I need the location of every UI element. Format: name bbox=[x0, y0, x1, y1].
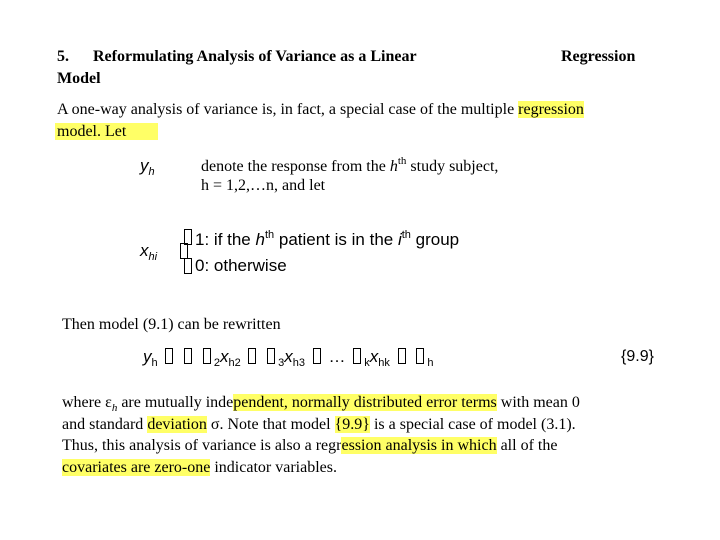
intro-line-2 bbox=[55, 123, 158, 141]
equation-glyph-icon bbox=[353, 348, 361, 364]
intro-let-highlight: model. Let bbox=[55, 123, 158, 140]
then-text: Then model (9.1) can be rewritten bbox=[62, 316, 281, 333]
response-symbol: $y_h$ bbox=[140, 156, 155, 178]
indicator-case-1: 1: if the $h^{th}$ patient is in the $i^{th}$ group bbox=[195, 229, 460, 249]
brace-glyph-icon bbox=[184, 229, 192, 245]
brace-glyph-icon bbox=[180, 243, 188, 259]
heading-title-model: Model bbox=[57, 70, 101, 87]
closing-line-1: where $\varepsilon_h$ are mutually independent, normally distributed error terms with mean 0 bbox=[62, 394, 580, 414]
indicator-case-2: 0: otherwise bbox=[195, 256, 287, 275]
closing-line-2: and standard deviation σ. Note that model {9.9} is a special case of model (3.1). bbox=[62, 416, 576, 433]
equation-glyph-icon bbox=[398, 348, 406, 364]
intro-line-1 bbox=[57, 101, 584, 119]
equation-glyph-icon bbox=[184, 348, 192, 364]
intro-highlight: regression bbox=[518, 101, 584, 118]
equation-glyph-icon bbox=[267, 348, 275, 364]
equation-glyph-icon bbox=[416, 348, 424, 364]
equation-glyph-icon bbox=[248, 348, 256, 364]
equation-glyph-icon bbox=[313, 348, 321, 364]
response-def-line-2: h = 1,2,…n, and let bbox=[201, 177, 326, 194]
heading-number: 5. bbox=[57, 48, 69, 65]
intro-text: A one-way analysis of variance is, in fact, a special case of the multiple bbox=[57, 101, 519, 118]
highlight: covariates are zero-one bbox=[62, 459, 211, 476]
equation-label: {9.9} bbox=[621, 348, 654, 365]
response-def-line-1: denote the response from the $h^{th}$ study subject, bbox=[201, 155, 499, 175]
indicator-symbol: $x_{hi}$ bbox=[140, 241, 158, 263]
brace-glyph-icon bbox=[184, 258, 192, 274]
heading-title: Reformulating Analysis of Variance as a Linear bbox=[93, 48, 417, 65]
equation-glyph-icon bbox=[165, 348, 173, 364]
equation: $y_h$ $_2x_{h2}$ $_3x_{h3}$ … $_kx_{hk}$ $_h$ bbox=[143, 347, 434, 369]
highlight: pendent, normally distributed error terms bbox=[233, 394, 497, 411]
heading-title-regression: Regression bbox=[561, 48, 636, 65]
equation-glyph-icon bbox=[203, 348, 211, 364]
closing-line-3: Thus, this analysis of variance is also a regression analysis in which all of the bbox=[62, 437, 558, 454]
highlight: {9.9} bbox=[334, 416, 370, 433]
highlight: deviation bbox=[147, 416, 207, 433]
closing-line-4: covariates are zero-one indicator variables. bbox=[62, 459, 337, 476]
highlight: ession analysis in which bbox=[341, 437, 497, 454]
